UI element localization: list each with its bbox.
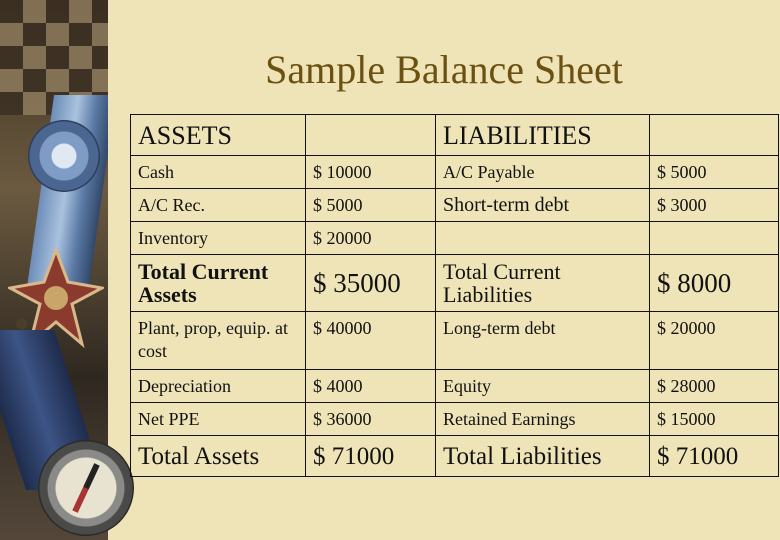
asset-label: A/C Rec. [131, 189, 306, 222]
liability-label: Short-term debt [436, 189, 650, 222]
liability-value: $ 28000 [650, 370, 779, 403]
rosette-medal-decoration [28, 120, 100, 192]
assets-header: ASSETS [131, 115, 306, 156]
asset-value: $ 4000 [306, 370, 436, 403]
asset-value: $ 40000 [306, 312, 436, 370]
assets-value-header [306, 115, 436, 156]
liability-label: Total Current Liabilities [436, 255, 650, 312]
liability-value: $ 3000 [650, 189, 779, 222]
asset-label: Depreciation [131, 370, 306, 403]
asset-value: $ 35000 [306, 255, 436, 312]
asset-label: Total Current Assets [131, 255, 306, 312]
liability-label: Retained Earnings [436, 403, 650, 436]
liability-label: Equity [436, 370, 650, 403]
table-row [131, 370, 779, 403]
liabilities-header: LIABILITIES [436, 115, 650, 156]
total-liabilities-label: Total Liabilities [436, 436, 650, 477]
liability-label: A/C Payable [436, 156, 650, 189]
table-row [131, 403, 779, 436]
asset-label: Inventory [131, 222, 306, 255]
liability-value [650, 222, 779, 255]
table-row [131, 222, 779, 255]
slide-title: Sample Balance Sheet [265, 47, 623, 92]
asset-value: $ 5000 [306, 189, 436, 222]
total-liabilities-value: $ 71000 [650, 436, 779, 477]
balance-sheet-table [130, 114, 779, 477]
table-total-row [131, 436, 779, 477]
liability-label: Long-term debt [436, 312, 650, 370]
table-row [131, 156, 779, 189]
table-row [131, 312, 779, 370]
asset-value: $ 10000 [306, 156, 436, 189]
liability-value: $ 20000 [650, 312, 779, 370]
liability-value: $ 5000 [650, 156, 779, 189]
total-assets-label: Total Assets [131, 436, 306, 477]
liability-value: $ 8000 [650, 255, 779, 312]
asset-label: Plant, prop, equip. at cost [131, 312, 306, 370]
asset-label: Cash [131, 156, 306, 189]
asset-label: Net PPE [131, 403, 306, 436]
asset-value: $ 20000 [306, 222, 436, 255]
liability-value: $ 15000 [650, 403, 779, 436]
total-assets-value: $ 71000 [306, 436, 436, 477]
table-header-row [131, 115, 779, 156]
liabilities-value-header [650, 115, 779, 156]
table-row [131, 189, 779, 222]
table-row [131, 255, 779, 312]
asset-value: $ 36000 [306, 403, 436, 436]
liability-label [436, 222, 650, 255]
